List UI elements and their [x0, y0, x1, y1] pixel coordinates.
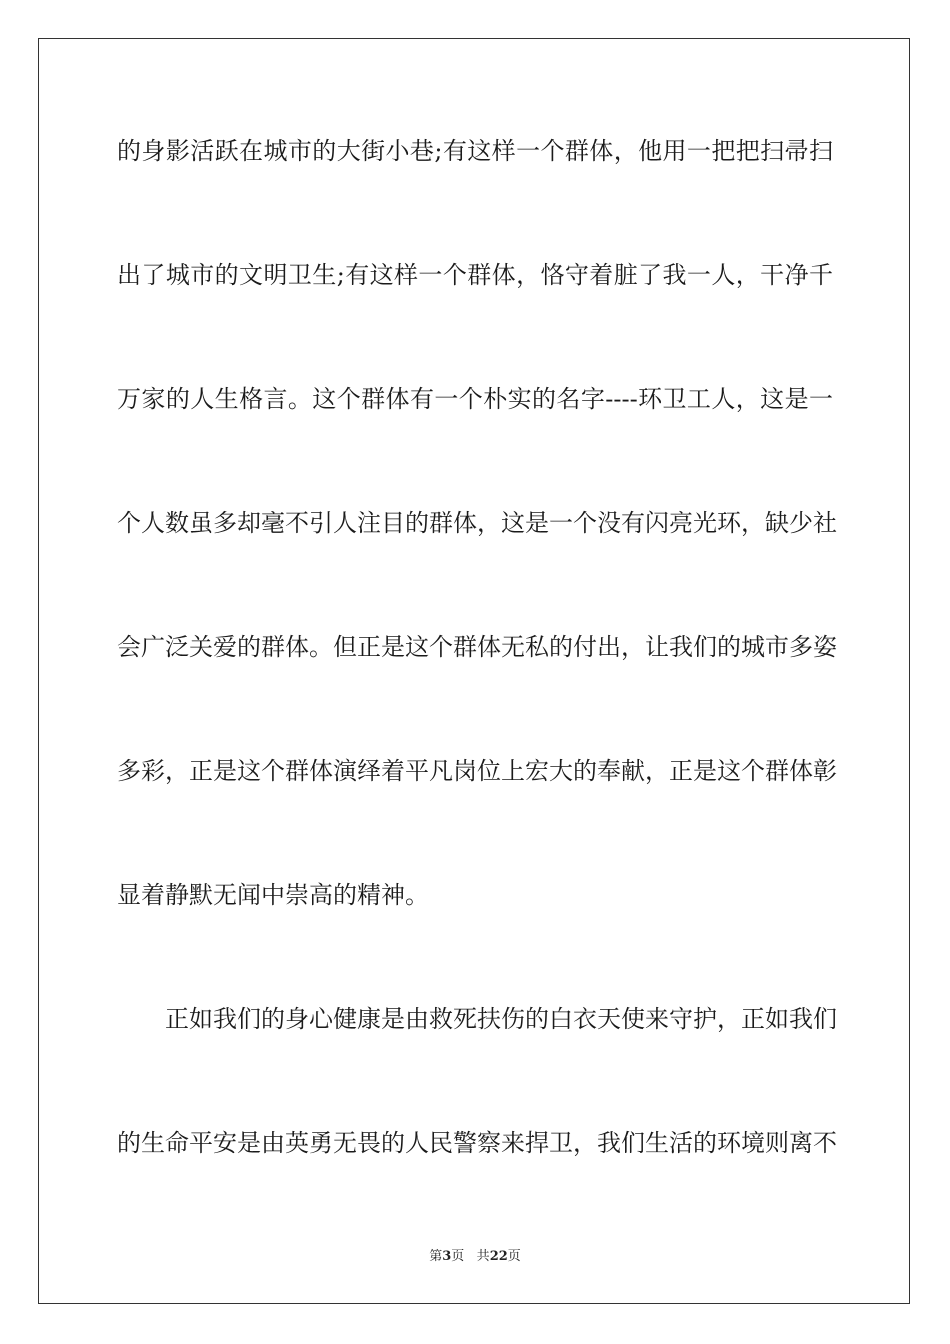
- paragraph-line-7: 显着静默无闻中崇高的精神。: [117, 881, 429, 909]
- paragraph-line-8: 正如我们的身心健康是由救死扶伤的白衣天使来守护，正如我们: [165, 1005, 837, 1033]
- paragraph-line-3: 万家的人生格言。这个群体有一个朴实的名字----环卫工人，这是一: [117, 385, 833, 413]
- paragraph-line-2: 出了城市的文明卫生;有这样一个群体，恪守着脏了我一人，干净千: [117, 261, 833, 289]
- page-number: 3: [442, 1249, 452, 1264]
- paragraph-line-5: 会广泛关爱的群体。但正是这个群体无私的付出，让我们的城市多姿: [117, 633, 837, 661]
- page-border: [38, 38, 910, 1304]
- paragraph-line-6: 多彩，正是这个群体演绎着平凡岗位上宏大的奉献，正是这个群体彰: [117, 757, 837, 785]
- page-suffix: 页: [451, 1249, 465, 1264]
- paragraph-line-4: 个人数虽多却毫不引人注目的群体，这是一个没有闪亮光环，缺少社: [117, 509, 837, 537]
- total-prefix: 共: [476, 1249, 490, 1264]
- page-footer: [0, 1248, 950, 1266]
- page-prefix: 第: [429, 1249, 443, 1264]
- paragraph-line-1: 的身影活跃在城市的大街小巷;有这样一个群体，他用一把把扫帚扫: [117, 137, 833, 165]
- total-suffix: 页: [507, 1249, 521, 1264]
- paragraph-line-9: 的生命平安是由英勇无畏的人民警察来捍卫，我们生活的环境则离不: [117, 1129, 837, 1157]
- total-pages: 22: [489, 1249, 508, 1264]
